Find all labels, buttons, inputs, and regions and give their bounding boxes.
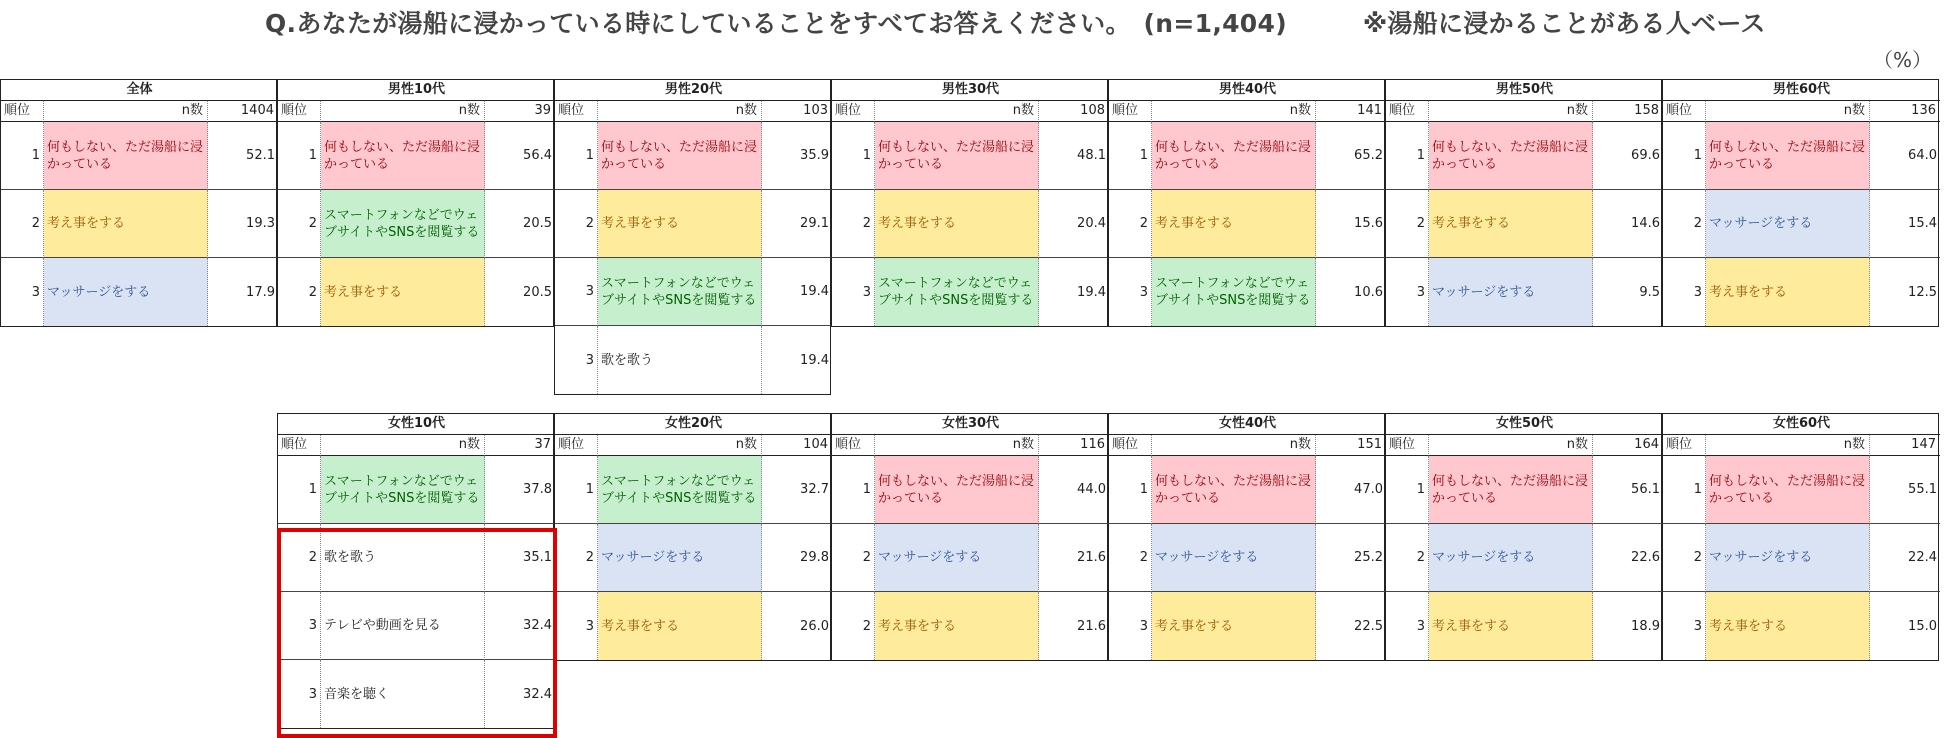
ranking-table: [0, 79, 277, 327]
n-count: 147: [1870, 435, 1940, 456]
item-cell: 何もしない、ただ湯船に浸かっている: [875, 456, 1039, 524]
item-cell: 何もしない、ただ湯船に浸かっている: [44, 122, 208, 190]
rank-cell: 2: [832, 524, 875, 592]
rank-header: 順位: [1109, 101, 1152, 122]
rank-cell: 3: [1386, 258, 1429, 326]
value-cell: 20.5: [523, 284, 552, 300]
item-cell: 何もしない、ただ湯船に浸かっている: [598, 122, 762, 190]
rank-header: 順位: [278, 101, 321, 122]
rank-cell: 2: [1109, 190, 1152, 258]
item-cell: マッサージをする: [1429, 524, 1593, 592]
rank-cell: 3: [1386, 592, 1429, 660]
value-cell: 56.1: [1593, 456, 1663, 524]
ranking-table: [277, 79, 554, 327]
rank-cell: 2: [1663, 190, 1706, 258]
group-title: 女性40代: [1109, 414, 1386, 435]
rank-cell: 3: [1663, 258, 1706, 326]
item-cell: スマートフォンなどでウェブサイトやSNSを閲覧する: [875, 258, 1039, 326]
n-header: n数: [1429, 101, 1593, 122]
rank-header: 順位: [832, 435, 875, 456]
group-title: 男性20代: [555, 80, 832, 101]
item-cell: 考え事をする: [1152, 190, 1316, 258]
item-cell: マッサージをする: [1706, 190, 1870, 258]
item-cell: 考え事をする: [1429, 190, 1593, 258]
item-cell: 考え事をする: [1152, 592, 1316, 660]
value-cell: 15.6: [1316, 190, 1386, 258]
rank-cell: 1: [832, 456, 875, 524]
rank-cell: 2: [278, 258, 321, 326]
rank-cell: 3: [278, 592, 321, 660]
rank-header: 順位: [832, 101, 875, 122]
n-count: 39: [485, 101, 555, 122]
value-cell: 29.8: [762, 524, 832, 592]
value-cell: 25.2: [1316, 524, 1386, 592]
n-header: n数: [1706, 101, 1870, 122]
value-cell: 22.4: [1870, 524, 1940, 592]
value-cell: 22.6: [1593, 524, 1663, 592]
group-title: 男性50代: [1386, 80, 1663, 101]
ranking-table: [1662, 413, 1939, 661]
n-header: n数: [1429, 435, 1593, 456]
value-cell: 64.0: [1870, 122, 1940, 190]
rank-cell: 3: [278, 660, 321, 728]
value-cell: 15.4: [1870, 190, 1940, 258]
group-title: 女性30代: [832, 414, 1109, 435]
n-count: 108: [1039, 101, 1109, 122]
rank-cell: 1: [555, 122, 598, 190]
rank-cell: 1: [1386, 456, 1429, 524]
value-cell: 44.0: [1039, 456, 1109, 524]
rank-cell: 1: [1109, 456, 1152, 524]
n-header: n数: [598, 101, 762, 122]
value-cell: 69.6: [1593, 122, 1663, 190]
n-header: n数: [598, 435, 762, 456]
rank-header: 順位: [1386, 101, 1429, 122]
value-cell: 55.1: [1870, 456, 1940, 524]
item-cell: 音楽を聴く: [321, 660, 485, 728]
rank-cell: 1: [278, 456, 321, 524]
item-cell: 考え事をする: [598, 592, 762, 660]
value-cell: 32.7: [762, 456, 832, 524]
rank-header: 順位: [555, 435, 598, 456]
rank-cell: 1: [1386, 122, 1429, 190]
rank-cell: 1: [832, 122, 875, 190]
item-cell: マッサージをする: [1706, 524, 1870, 592]
n-count: 116: [1039, 435, 1109, 456]
ranking-table: [1108, 79, 1385, 327]
item-cell: 何もしない、ただ湯船に浸かっている: [1429, 122, 1593, 190]
ranking-table: [277, 413, 554, 729]
value-cell: 18.9: [1631, 618, 1660, 634]
rank-header: 順位: [1109, 435, 1152, 456]
value-cell: 22.5: [1354, 618, 1383, 634]
item-cell: 何もしない、ただ湯船に浸かっている: [321, 122, 485, 190]
n-header: n数: [321, 101, 485, 122]
item-cell: 考え事をする: [1706, 592, 1870, 660]
item-cell: 何もしない、ただ湯船に浸かっている: [1706, 122, 1870, 190]
n-count: 103: [762, 101, 832, 122]
item-cell: スマートフォンなどでウェブサイトやSNSを閲覧する: [321, 456, 485, 524]
item-cell: 何もしない、ただ湯船に浸かっている: [1152, 456, 1316, 524]
value-cell: 14.6: [1593, 190, 1663, 258]
value-cell: 17.9: [246, 284, 275, 300]
item-cell: スマートフォンなどでウェブサイトやSNSを閲覧する: [598, 258, 762, 326]
ranking-table: [554, 413, 831, 661]
item-cell: 歌を歌う: [321, 524, 485, 592]
value-cell: 15.0: [1908, 618, 1937, 634]
n-count: 37: [485, 435, 555, 456]
n-count: 141: [1316, 101, 1386, 122]
item-cell: マッサージをする: [875, 524, 1039, 592]
rank-cell: 1: [278, 122, 321, 190]
group-title: 男性10代: [278, 80, 555, 101]
group-title: 男性40代: [1109, 80, 1386, 101]
group-title: 女性50代: [1386, 414, 1663, 435]
value-cell: 65.2: [1316, 122, 1386, 190]
group-title: 女性20代: [555, 414, 832, 435]
group-title: 女性10代: [278, 414, 555, 435]
ranking-table: [554, 79, 831, 395]
rank-cell: 1: [1663, 122, 1706, 190]
item-cell: マッサージをする: [1152, 524, 1316, 592]
value-cell: 10.6: [1354, 284, 1383, 300]
value-cell: 29.1: [762, 190, 832, 258]
value-cell: 48.1: [1039, 122, 1109, 190]
item-cell: 考え事をする: [321, 258, 485, 326]
ranking-table: [831, 79, 1108, 327]
item-cell: マッサージをする: [598, 524, 762, 592]
ranking-table: [1108, 413, 1385, 661]
ranking-table: [1385, 79, 1662, 327]
item-cell: 考え事をする: [1706, 258, 1870, 326]
rank-header: 順位: [1663, 435, 1706, 456]
n-header: n数: [44, 101, 208, 122]
group-title: 男性60代: [1663, 80, 1940, 101]
value-cell: 21.6: [1039, 524, 1109, 592]
value-cell: 19.3: [208, 190, 278, 258]
value-cell: 47.0: [1316, 456, 1386, 524]
value-cell: 32.4: [523, 686, 552, 702]
value-cell: 12.5: [1908, 284, 1937, 300]
rank-header: 順位: [1386, 435, 1429, 456]
item-cell: 何もしない、ただ湯船に浸かっている: [875, 122, 1039, 190]
n-header: n数: [875, 435, 1039, 456]
rank-cell: 3: [555, 326, 598, 394]
rank-cell: 2: [1109, 524, 1152, 592]
group-title: 男性30代: [832, 80, 1109, 101]
value-cell: 19.4: [800, 352, 829, 368]
value-cell: 19.4: [1077, 284, 1106, 300]
rank-cell: 1: [1663, 456, 1706, 524]
unit-label: （%）: [1872, 48, 1932, 72]
rank-cell: 1: [1, 122, 44, 190]
item-cell: テレビや動画を見る: [321, 592, 485, 660]
rank-cell: 2: [1386, 190, 1429, 258]
n-header: n数: [321, 435, 485, 456]
item-cell: 考え事をする: [1429, 592, 1593, 660]
rank-header: 順位: [278, 435, 321, 456]
n-header: n数: [875, 101, 1039, 122]
rank-cell: 2: [832, 592, 875, 660]
rank-cell: 2: [555, 524, 598, 592]
rank-header: 順位: [1663, 101, 1706, 122]
item-cell: 何もしない、ただ湯船に浸かっている: [1429, 456, 1593, 524]
n-count: 104: [762, 435, 832, 456]
rank-cell: 3: [1, 258, 44, 326]
value-cell: 35.1: [485, 524, 555, 592]
value-cell: 32.4: [485, 592, 555, 660]
rank-header: 順位: [555, 101, 598, 122]
rank-cell: 3: [832, 258, 875, 326]
n-header: n数: [1706, 435, 1870, 456]
rank-cell: 3: [555, 592, 598, 660]
value-cell: 20.5: [485, 190, 555, 258]
rank-cell: 2: [1663, 524, 1706, 592]
value-cell: 52.1: [208, 122, 278, 190]
value-cell: 26.0: [800, 618, 829, 634]
rank-header: 順位: [1, 101, 44, 122]
item-cell: 何もしない、ただ湯船に浸かっている: [1152, 122, 1316, 190]
value-cell: 21.6: [1077, 618, 1106, 634]
rank-cell: 2: [555, 190, 598, 258]
rank-cell: 2: [278, 190, 321, 258]
rank-cell: 3: [555, 258, 598, 326]
n-header: n数: [1152, 101, 1316, 122]
item-cell: 考え事をする: [875, 592, 1039, 660]
item-cell: 何もしない、ただ湯船に浸かっている: [1706, 456, 1870, 524]
rank-cell: 3: [1109, 258, 1152, 326]
rank-cell: 2: [832, 190, 875, 258]
n-count: 158: [1593, 101, 1663, 122]
rank-cell: 2: [1386, 524, 1429, 592]
value-cell: 37.8: [485, 456, 555, 524]
rank-cell: 3: [1663, 592, 1706, 660]
item-cell: スマートフォンなどでウェブサイトやSNSを閲覧する: [321, 190, 485, 258]
item-cell: マッサージをする: [1429, 258, 1593, 326]
value-cell: 35.9: [762, 122, 832, 190]
item-cell: 考え事をする: [44, 190, 208, 258]
rank-cell: 2: [278, 524, 321, 592]
item-cell: 考え事をする: [598, 190, 762, 258]
ranking-table: [1662, 79, 1939, 327]
rank-cell: 1: [555, 456, 598, 524]
value-cell: 20.4: [1039, 190, 1109, 258]
item-cell: マッサージをする: [44, 258, 208, 326]
item-cell: 歌を歌う: [598, 326, 762, 394]
n-count: 1404: [208, 101, 278, 122]
item-cell: スマートフォンなどでウェブサイトやSNSを閲覧する: [598, 456, 762, 524]
value-cell: 9.5: [1639, 284, 1660, 300]
n-header: n数: [1152, 435, 1316, 456]
rank-cell: 2: [1, 190, 44, 258]
value-cell: 56.4: [485, 122, 555, 190]
rank-cell: 1: [1109, 122, 1152, 190]
ranking-table: [831, 413, 1108, 661]
n-count: 136: [1870, 101, 1940, 122]
n-count: 151: [1316, 435, 1386, 456]
rank-cell: 3: [1109, 592, 1152, 660]
ranking-table: [1385, 413, 1662, 661]
group-title: 全体: [1, 80, 278, 101]
item-cell: 考え事をする: [875, 190, 1039, 258]
n-count: 164: [1593, 435, 1663, 456]
item-cell: スマートフォンなどでウェブサイトやSNSを閲覧する: [1152, 258, 1316, 326]
group-title: 女性60代: [1663, 414, 1940, 435]
page-title: Q.あなたが湯船に浸かっている時にしていることをすべてお答えください。 (n=1,404) ※湯船に浸かることがある人ベース: [265, 9, 1766, 38]
value-cell: 19.4: [762, 258, 832, 326]
